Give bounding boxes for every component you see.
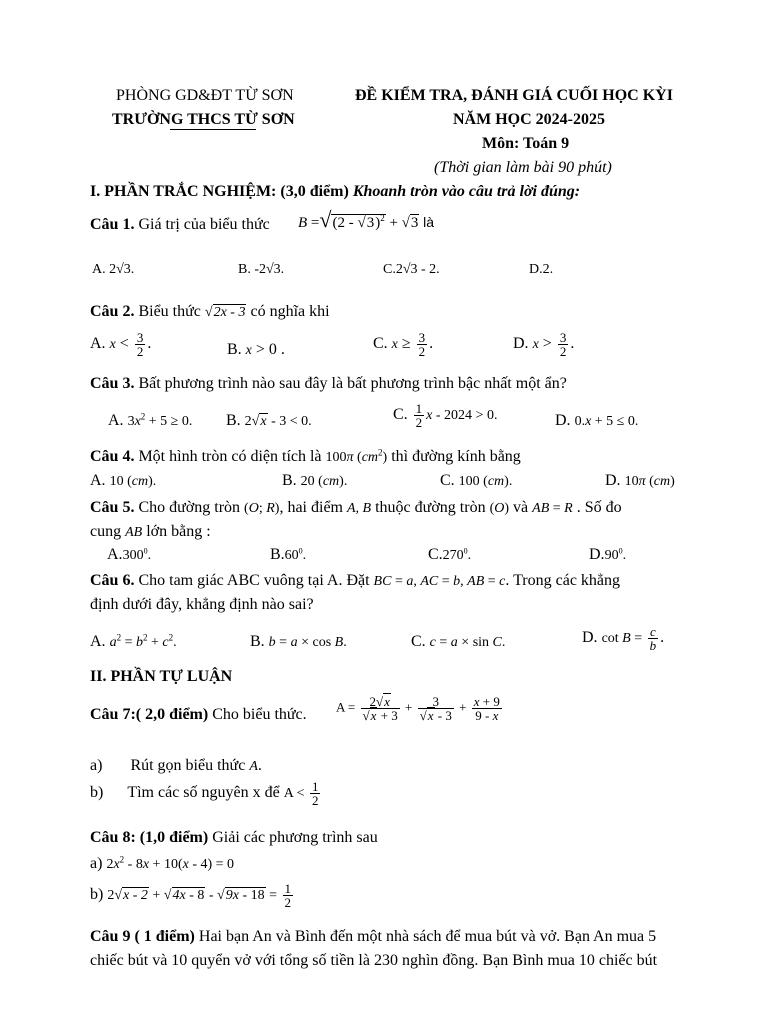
exam-time: (Thời gian làm bài 90 phút): [434, 159, 612, 176]
q2-label: Câu 2.: [90, 303, 135, 320]
q9-label: Câu 9 ( 1 điểm): [90, 928, 195, 945]
q7-expression: A = $\frac{2√x}{√x + 3}$ + $\frac{3}{√x - 3}$ + $\frac{x + 9}{9 - x}$: [336, 694, 500, 723]
q9-stem: [90, 927, 656, 946]
q1-option-c: C.2√3 - 2.: [383, 262, 440, 277]
q4-text: Một hình tròn có diện tích là: [138, 448, 322, 465]
q3-stem: [90, 374, 567, 393]
exam-title: ĐỀ KIỂM TRA, ĐÁNH GIÁ CUỐI HỌC KỲI: [355, 87, 673, 104]
q2-option-c: C. x ≥ $\frac{3}{2}$ .: [373, 330, 434, 359]
q2-option-d: D. x > $\frac{3}{2}$ .: [513, 330, 575, 359]
q5-option-a: A.300$^0$.: [107, 546, 152, 563]
q3-option-a: A. $3x^2 + 5 \ge 0$.: [108, 411, 193, 429]
q5-label: Câu 5.: [90, 499, 135, 516]
q4-option-a: A. 10 (cm).: [90, 472, 157, 489]
q3-label: Câu 3.: [90, 375, 135, 392]
q5-option-b: $B.60^0$.: [270, 546, 307, 563]
part1-instruction: Khoanh tròn vào câu trả lời đúng:: [352, 183, 581, 200]
q7-text: Cho biểu thức.: [212, 706, 307, 723]
part2-title: II. PHẦN TỰ LUẬN: [90, 668, 233, 685]
q8-text: Giải các phương trình sau: [212, 829, 378, 846]
q7-label: Câu 7:( 2,0 điểm): [90, 706, 209, 723]
q3-option-d: D. 0.x + 5 ≤ 0.: [555, 412, 639, 429]
part1-title: I. PHẦN TRẮC NGHIỆM: (3,0 điểm): [90, 183, 349, 200]
q1-option-d: D.2.: [529, 262, 554, 277]
q4-stem: Câu 4. Một hình tròn có diện tích là 100π $(cm^2)$ thì đường kính bằng: [90, 447, 521, 465]
q1-expression: B =√(2 - √3)$^2$ + √3 là: [298, 207, 435, 232]
q1-option-a: A. 2√3.: [92, 262, 135, 277]
q6-label: Câu 6.: [90, 572, 135, 589]
q9-text: Hai bạn An và Bình đến một nhà sách để mua bút và vở. Bạn An mua 5: [198, 928, 657, 945]
q1-label: Câu 1.: [90, 216, 135, 233]
q6-stem: Câu 6. Cho tam giác ABC vuông tại A. Đặt BC = a, AC = b, AB = c. Trong các khẳng: [90, 572, 621, 589]
q7-stem: [90, 705, 307, 724]
q2-text: Biểu thức: [138, 303, 201, 320]
part1-heading: [90, 182, 580, 201]
q6-option-a: A. $a^2 = b^2 + c^2$.: [90, 632, 177, 650]
q1-option-b: B. -2√3.: [238, 262, 285, 277]
q8-stem: [90, 828, 378, 847]
q4-tail: thì đường kính bằng: [391, 448, 521, 465]
q7-part-b: b) Tìm các số nguyên x để A < $\frac{1}{2}$: [90, 779, 319, 808]
subject: Môn: Toán 9: [482, 135, 570, 152]
q8-part-a: a) $2x^2 - 8x + 10(x - 4) = 0$: [90, 854, 235, 872]
q4-option-d: D. 10π (cm): [605, 472, 675, 489]
q1-text: Giá trị của biểu thức: [138, 216, 270, 233]
q8-part-b: b) 2√x - 2 + √4x - 8 - √9x - 18 = $\frac{1}{2}$: [90, 881, 292, 910]
q4-label: Câu 4.: [90, 448, 135, 465]
q2-tail: có nghĩa khi: [250, 303, 330, 320]
q2-stem: Câu 2. Biểu thức √2x - 3 có nghĩa khi: [90, 303, 330, 320]
q1-stem: [90, 215, 270, 234]
q6-option-c: C. c = a × sin C.: [411, 633, 506, 650]
school-year: NĂM HỌC 2024-2025: [453, 111, 605, 128]
q4-option-b: B. 20 (cm).: [282, 472, 348, 489]
q5-option-d: $D.90^0$.: [589, 546, 627, 563]
q4-option-c: C. 100 (cm).: [440, 472, 513, 489]
q3-text: Bất phương trình nào sau đây là bất phương trình bậc nhất một ẩn?: [138, 375, 567, 392]
q6-line2: định dưới đây, khẳng định nào sai?: [90, 596, 314, 613]
q6-option-d: D. cot B = $\frac{c}{b}$ .: [582, 624, 665, 653]
q5-line2: cung AB lớn bằng :: [90, 523, 211, 540]
q6-option-b: B. b = a × cos B.: [250, 633, 347, 650]
q7-part-a: a) Rút gọn biểu thức A.: [90, 757, 262, 774]
school-underline: [170, 129, 256, 130]
department-name: PHÒNG GD&ĐT TỪ SƠN: [116, 87, 294, 104]
q8-label: Câu 8: (1,0 điểm): [90, 829, 209, 846]
q2-option-a: A. x < $\frac{3}{2}$ .: [90, 330, 152, 359]
q9-line2: chiếc bút và 10 quyển vở với tổng số tiền là 230 nghìn đồng. Bạn Bình mua 10 chiếc bút: [90, 952, 658, 969]
q5-option-c: C.270$^0$.: [428, 546, 472, 563]
q2-option-b: B. x > 0 .: [227, 341, 285, 358]
q5-stem: Câu 5. Cho đường tròn (O; R), hai điểm A, B thuộc đường tròn (O) và AB = R . Số đo: [90, 499, 622, 516]
q1-tail: là: [423, 214, 435, 230]
q3-option-c: C. $\frac{1}{2}$ x - 2024 > 0.: [393, 401, 498, 430]
school-name: TRƯỜNG THCS TỪ SƠN: [112, 111, 295, 128]
q3-option-b: B. 2√x - 3 < 0.: [226, 412, 312, 429]
